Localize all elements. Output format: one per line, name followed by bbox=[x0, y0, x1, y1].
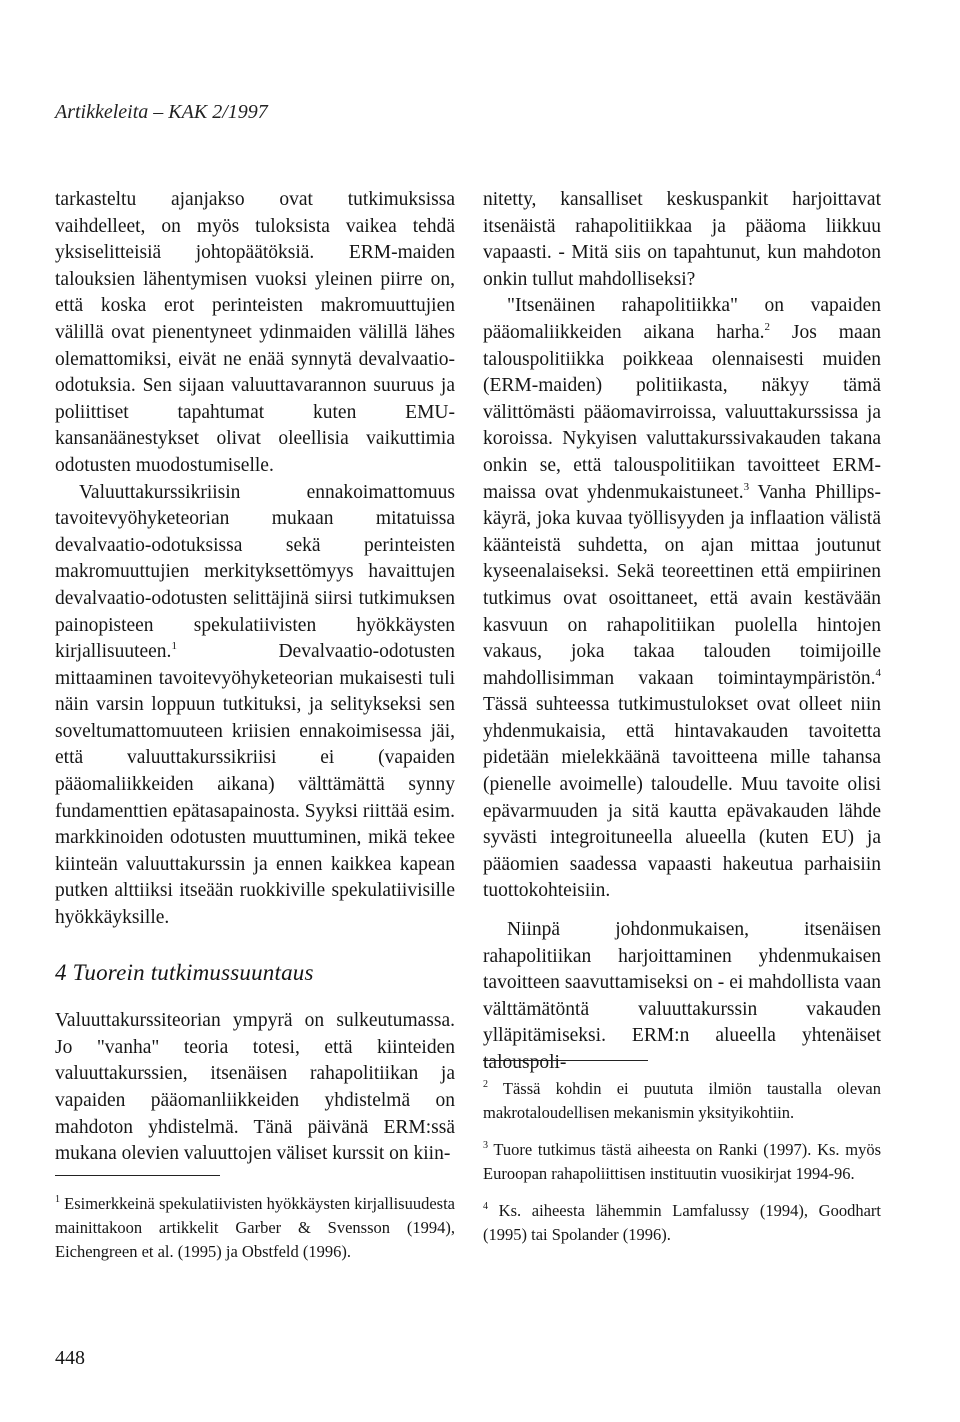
footnote-2 bbox=[483, 1077, 881, 1125]
paragraph-right-3: Niinpä johdonmukaisen, itsenäisen rahapolitiikan harjoittaminen yhdenmukaisen tavoitteen saavuttamiseksi on - ei mahdollista vaan välttämätöntä valuuttakurssin vakauden ylläpitämiseksi. ERM:n alueella yhtenäiset talouspoli- bbox=[483, 919, 881, 1073]
paragraph-left-2 bbox=[55, 480, 455, 932]
paragraph-right-2-text-c: Vanha Phillips-käyrä, joka kuvaa työllisyyden ja inflaation välistä käänteistä suhdetta, on ajan mittaa joutunut kyseenalaiseksi. Sekä teoreettinen että empiirinen tutkimus ovat osoittaneet, että avain kestävään kasvuun on rahapolitiikan puolella hintojen vakaus, joka takaa talouden toimijoille mahdollisimman vakaan toimintaympäristön. bbox=[483, 481, 882, 689]
footnote-2-text: Tässä kohdin ei puututa ilmiön taustalla olevan makrotaloudellisen mekanismin yksityikohtiin. bbox=[483, 1079, 881, 1122]
footnote-3-number: 3 bbox=[483, 1140, 488, 1151]
footnote-rule bbox=[55, 1175, 220, 1176]
paragraph-right-2-text-b: Jos maan talouspolitiikka poikkeaa olennaisesti muiden (ERM-maiden) politiikasta, näkyy tämä välittömästi pääomavirroissa, valuuttakurssissa ja koroissa. Nykyisen valuttakurssivakauden takana onkin se, että talouspolitiikan tavoitteet ERM-maissa ovat yhdenmukaistuneet. bbox=[483, 321, 881, 503]
footnote-1 bbox=[55, 1192, 455, 1264]
footnote-4-text: Ks. aiheesta lähemmin Lamfalussy (1994), Goodhart (1995) tai Spolander (1996). bbox=[483, 1201, 881, 1244]
section-heading: 4 Tuorein tutkimussuuntaus bbox=[55, 959, 314, 985]
paragraph-right-1: nitetty, kansalliset keskuspankit harjoittavat itsenäistä rahapolitiikkaa ja pääoma liikkuu vapaasti. - Mitä siis on tapahtunut, kun mahdoton onkin tullut mahdolliseksi? bbox=[483, 189, 881, 290]
paragraph-right-2-text-a: "Itsenäinen rahapolitiikka" on vapaiden pääomaliikkeiden aikana harha. bbox=[483, 295, 881, 343]
paragraph-left-1: tarkasteltu ajanjakso ovat tutkimuksissa vaihdelleet, on myös tuloksista vaikea tehdä yksiselitteisiä johtopäätöksiä. ERM-maiden talouksien lähentymisen vuoksi yleinen piirre on, että koska erot perinteisten makromuuttujien välillä ovat pienentyneet ydinmaiden välillä lähes olemattomiksi, eivät ne enää synnytä devalvaatio-odotuksia. Sen sijaan valuuttavarannon suuruus ja poliittiset tapahtumat kuten EMU-kansanäänestykset olivat oleellisia vaikuttimia odotusten muodostumiselle. bbox=[55, 189, 455, 476]
footnote-ref-4[interactable]: 4 bbox=[875, 666, 881, 679]
footnotes-left bbox=[55, 1175, 455, 1277]
footnote-rule bbox=[483, 1060, 648, 1061]
footnote-3-text: Tuore tutkimus tästä aiheesta on Ranki (1997). Ks. myös Euroopan rahapoliittisen instituutin vuosikirjat 1994-96. bbox=[483, 1140, 881, 1183]
page-number: 448 bbox=[55, 1347, 85, 1369]
left-column bbox=[55, 187, 455, 1168]
paragraph-left-2-text-b: Devalvaatio-odotusten mittaaminen tavoitevyöhyketeorian mukaisesti tuli näin varsin loppuun tutkituksi, ja selitykseksi sen soveltumattomuuteen kriisien ennakoimisessa jäi, että valuuttakurssikriisi ei (vapaiden pääomaliikkeiden aikana) välttämättä synny fundamenttien epätasapainosta. Syyksi riittää esim. markkinoiden odotusten muuttuminen, mikä tekee kiinteän valuuttakurssin ja ennen kaikkea kapean putken alttiiksi itseään ruokkiville spekulatiivisille hyökkäyksille. bbox=[55, 641, 455, 929]
footnote-2-number: 2 bbox=[483, 1079, 488, 1090]
paragraph-right-2 bbox=[483, 293, 881, 905]
footnote-3 bbox=[483, 1138, 881, 1186]
footnotes-right bbox=[483, 1060, 881, 1260]
footnote-4 bbox=[483, 1199, 881, 1247]
right-column bbox=[483, 187, 881, 1077]
paragraph-left-2-text-a: Valuuttakurssikriisin ennakoimattomuus tavoitevyöhyketeorian mukaan mitatuissa devalvaatio-odotuksissa sekä perinteisten makromuuttujien merkityksettömyys havaittujen devalvaatio-odotusten selittäjinä siirsi tutkimuksen painopisteen spekulatiivisten hyökkäysten kirjallisuuteen. bbox=[55, 481, 455, 663]
paragraph-left-3: Valuuttakurssiteorian ympyrä on sulkeutumassa. Jo "vanha" teoria totesi, että kiinteiden valuuttakurssien, itsenäisen rahapolitiikan ja vapaiden pääomanliikkeiden yhdistelmä on mahdoton yhdistelmä. Tänä päivänä ERM:ssä mukana olevien valuuttojen väliset kurssit on kiin- bbox=[55, 1010, 455, 1165]
footnote-4-number: 4 bbox=[483, 1201, 488, 1212]
footnote-1-text: Esimerkkeinä spekulatiivisten hyökkäysten kirjallisuudesta mainittakoon artikkelit Garber & Svensson (1994), Eichengreen et al. (1995) ja Obstfeld (1996). bbox=[55, 1194, 456, 1261]
running-head: Artikkeleita – KAK 2/1997 bbox=[55, 101, 268, 123]
footnote-1-number: 1 bbox=[55, 1194, 60, 1205]
footnote-ref-2[interactable]: 2 bbox=[764, 320, 771, 333]
paragraph-right-2-text-d: Tässä suhteessa tutkimustulokset ovat olleet niin yhdenmukaisia, että hintavakauden tavoitetta pidetään mielekkäänä tavoitteena mille tahansa (pienelle avoimelle) taloudelle. Muu tavoite olisi epävarmuuden ja sitä kautta epävakauden lähde syvästi integroituneella alueella (kuten EU) ja pääomien saadessa vapaasti hakeutua parhaisiin tuottokohteisiin. bbox=[483, 694, 881, 902]
footnote-ref-1[interactable]: 1 bbox=[171, 640, 177, 653]
footnote-ref-3[interactable]: 3 bbox=[743, 480, 750, 493]
